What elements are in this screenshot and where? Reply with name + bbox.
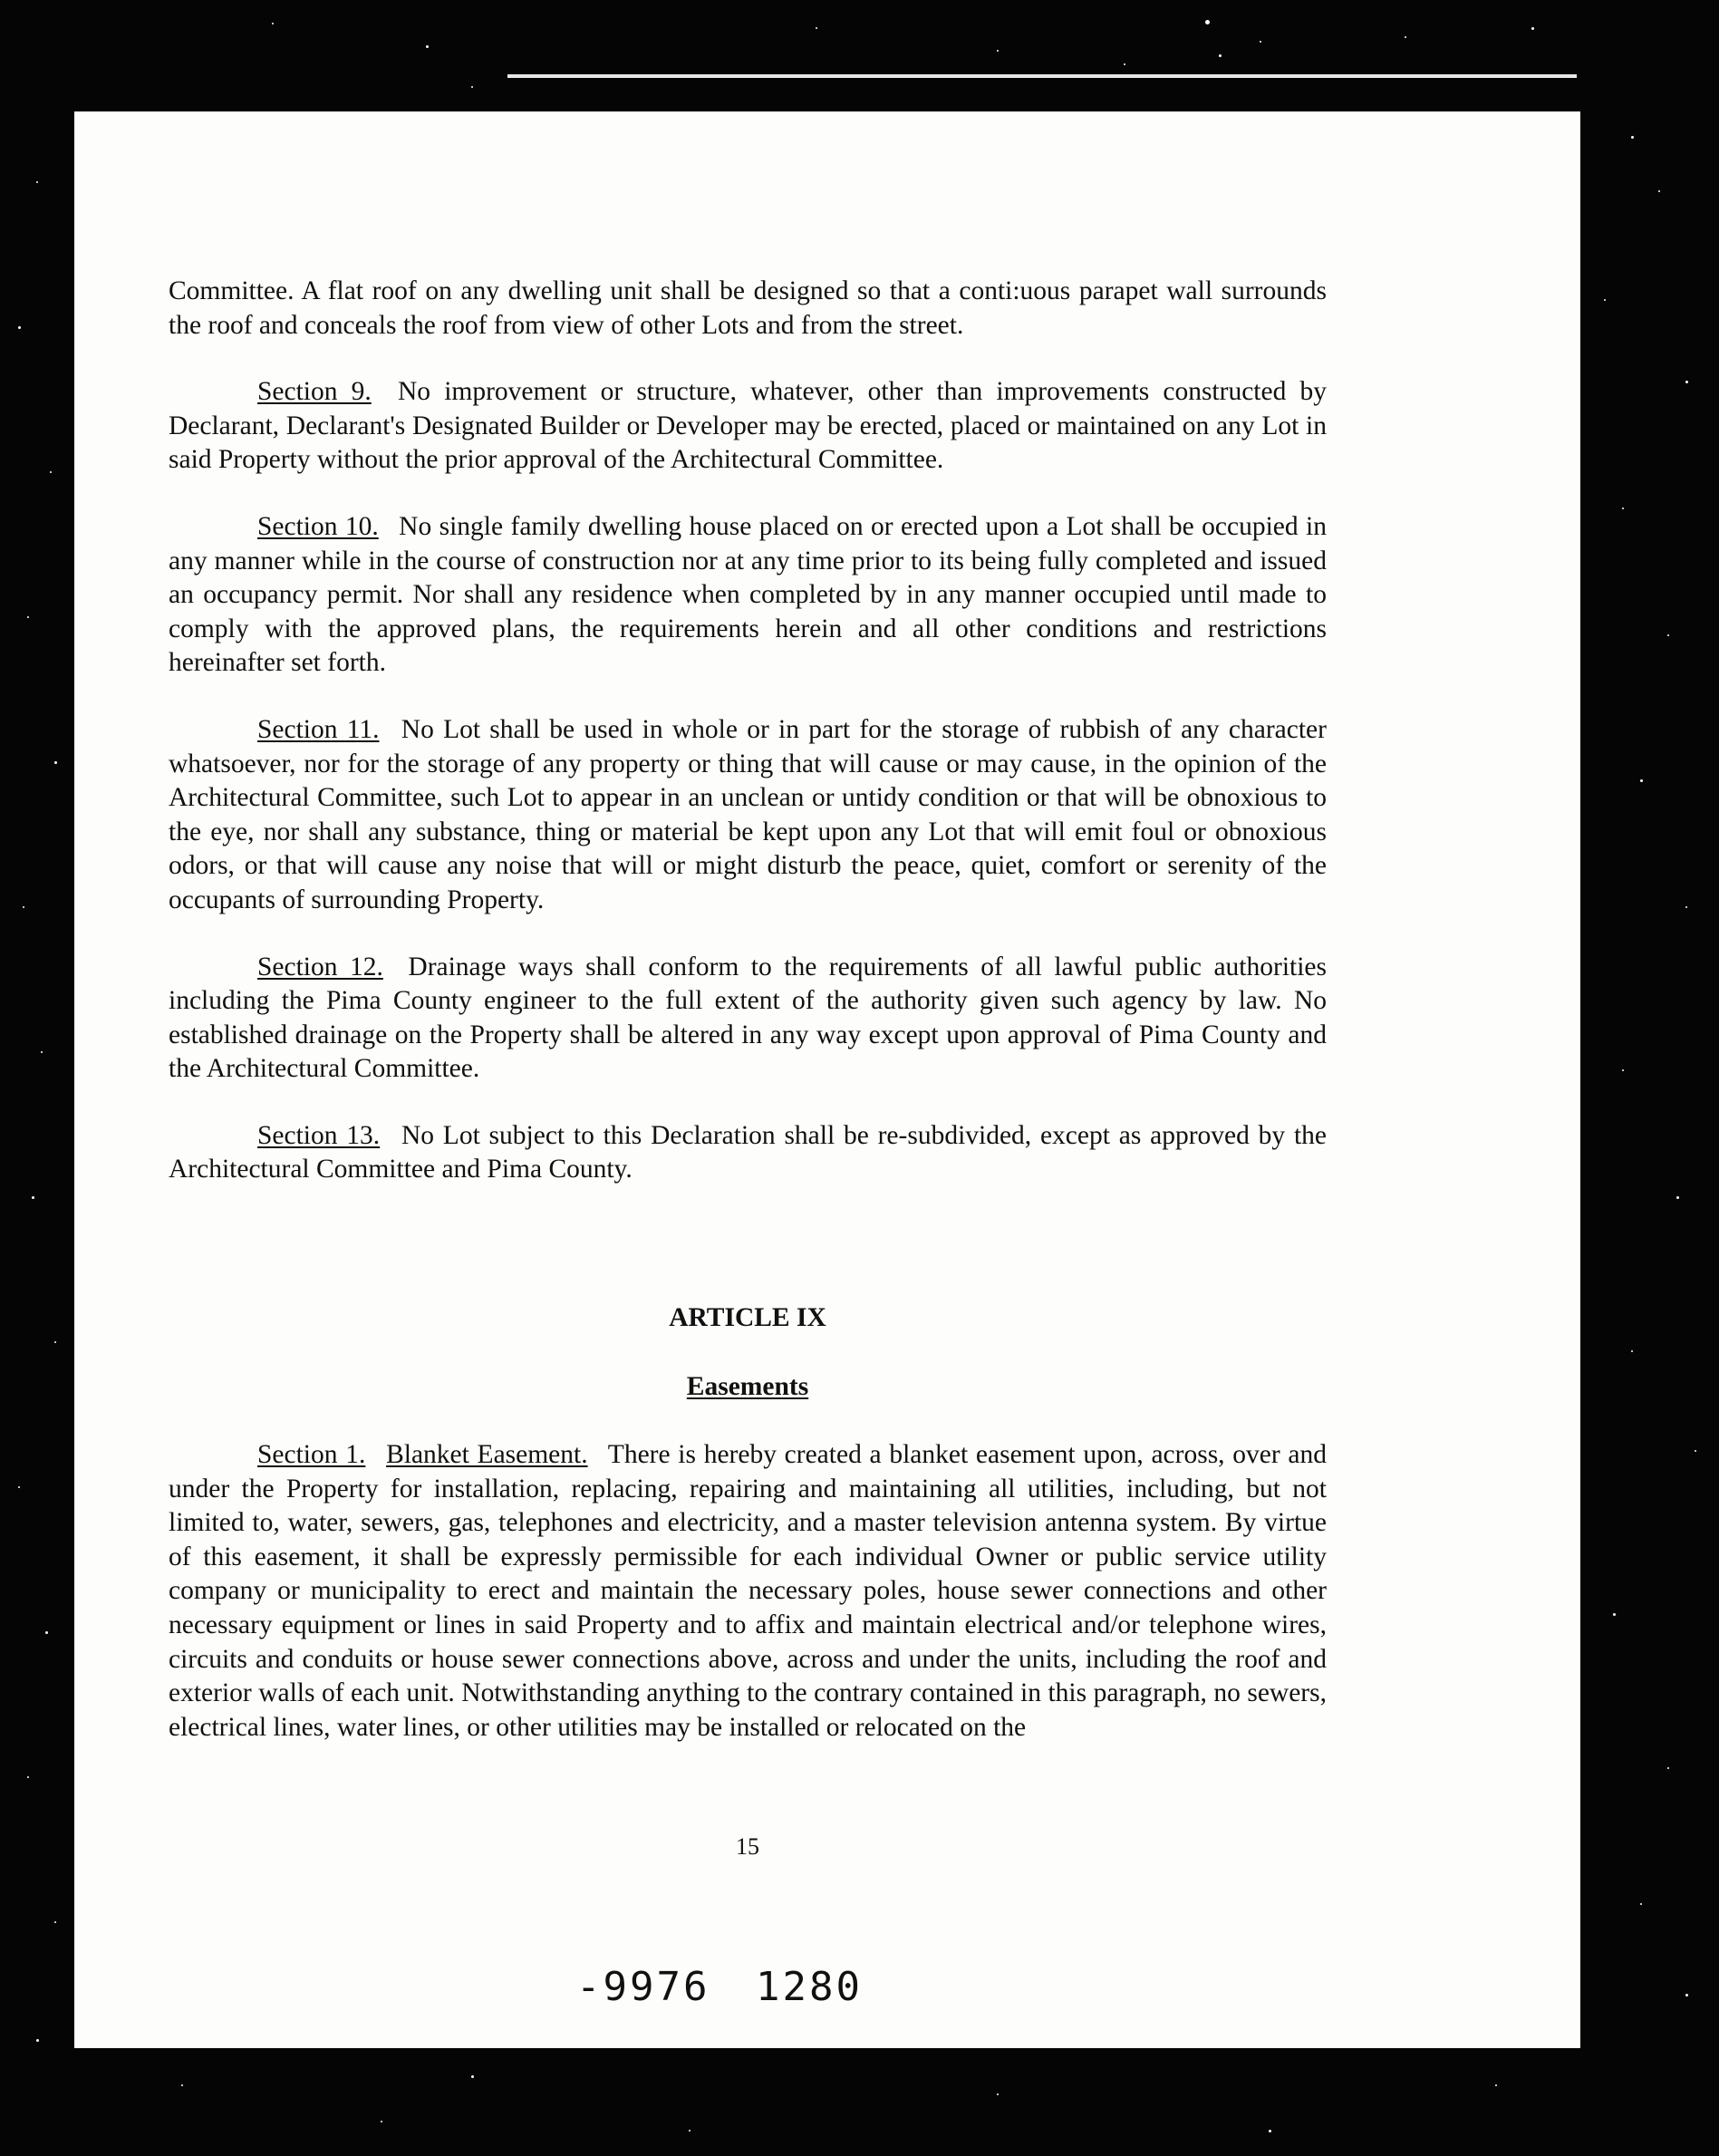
scan-edge-line	[507, 74, 1577, 78]
scan-speck	[1622, 1069, 1624, 1071]
body-text-top	[169, 275, 1327, 1187]
scan-speck	[1685, 906, 1687, 908]
paragraph-text: Drainage ways shall conform to the requirements of all lawful public authorities including the Pima County engineer to the full extent of the authority given such agency by law. No established drainage on the Property shall be altered in any way except upon approval of Pima County and the Architectural Committee.	[169, 952, 1327, 1084]
scan-speck	[1685, 381, 1688, 383]
scan-speck	[1667, 1767, 1669, 1769]
scan-speck	[1640, 1903, 1642, 1905]
scan-speck	[997, 50, 999, 52]
scan-speck	[816, 27, 817, 29]
section-label: Section 10.	[257, 511, 379, 541]
scan-speck	[272, 23, 274, 24]
scan-speck	[1667, 634, 1669, 636]
scan-speck	[1495, 2084, 1497, 2086]
scan-speck	[1205, 20, 1210, 24]
section-9	[169, 375, 1327, 478]
scan-speck	[1260, 41, 1261, 43]
recording-stamp-left: -9976	[576, 1964, 710, 2010]
scan-speck	[32, 1196, 34, 1199]
scan-speck	[27, 616, 29, 618]
section-label: Section 13.	[257, 1120, 381, 1150]
recording-stamp-right: 1280	[756, 1964, 863, 2010]
scan-speck	[1269, 2130, 1271, 2132]
scan-speck	[1658, 190, 1660, 192]
scan-speck	[18, 1486, 20, 1488]
scan-speck	[381, 2121, 382, 2122]
scan-speck	[181, 2084, 183, 2086]
scan-speck	[1676, 1196, 1679, 1199]
scan-speck	[54, 1341, 56, 1343]
paragraph-text: No improvement or structure, whatever, other than improvements constructed by Declarant, Declarant's Designated Builder or Developer may be erected, placed or maintained on any Lot in said Property without the prior approval of the Architectural Committee.	[169, 377, 1328, 475]
scan-speck	[689, 2130, 690, 2132]
paragraph-text: Committee. A flat roof on any dwelling unit shall be designed so that a conti:uous parapet wall surrounds the roof and conceals the roof from view of other Lots and from the street.	[169, 276, 1327, 340]
body-text-bottom	[169, 1438, 1327, 1745]
scan-speck	[471, 86, 473, 88]
paragraph-continuation	[169, 275, 1327, 343]
scan-speck	[41, 1051, 43, 1053]
page-number: 15	[736, 1833, 759, 1860]
section-label: Section 12.	[257, 952, 383, 981]
scan-speck	[50, 471, 52, 473]
section-13	[169, 1119, 1327, 1187]
scan-speck	[1631, 136, 1634, 139]
section-11	[169, 713, 1327, 918]
section-12	[169, 951, 1327, 1087]
scan-speck	[54, 1921, 56, 1923]
scan-speck	[36, 181, 38, 183]
section-1-blanket-easement	[169, 1438, 1327, 1745]
scan-speck	[1640, 779, 1643, 782]
scan-speck	[36, 2039, 39, 2042]
article-subheading: Easements	[686, 1372, 809, 1401]
paragraph-text: No Lot subject to this Declaration shall be re-subdivided, except as approved by the Architectural Committee and Pima County.	[169, 1120, 1327, 1184]
section-label: Section 1.	[257, 1440, 366, 1469]
article-heading: ARTICLE IX	[669, 1303, 826, 1332]
scan-speck	[471, 2075, 474, 2078]
scan-speck	[54, 761, 57, 764]
scan-speck	[1124, 63, 1125, 65]
scan-speck	[23, 906, 24, 908]
scan-speck	[1405, 36, 1406, 38]
scan-speck	[1613, 1613, 1616, 1616]
scan-speck	[1219, 54, 1222, 57]
paragraph-text: No single family dwelling house placed on or erected upon a Lot shall be occupied in any manner while in the course of construction nor at any time prior to its being fully completed and issued an occupancy permit. Nor shall any residence when completed by in any manner occupied until made to comply with the approved plans, the requirements herein and all other conditions and restrictions hereinafter set forth.	[169, 511, 1327, 678]
section-10	[169, 510, 1327, 681]
scan-speck	[1622, 508, 1624, 509]
scan-speck	[27, 1776, 29, 1778]
scan-speck	[45, 1631, 48, 1634]
scan-speck	[1695, 1450, 1696, 1452]
scan-speck	[1604, 299, 1606, 301]
scan-speck	[18, 326, 21, 329]
section-title: Blanket Easement.	[386, 1440, 588, 1469]
paragraph-text: No Lot shall be used in whole or in part for the storage of rubbish of any character whatsoever, nor for the storage of any property or thing that will cause or may cause, in the opinion of the Architectural Committee, such Lot to appear in an unclean or untidy condition or that will be obnoxious to the eye, nor shall any substance, thing or material be kept upon any Lot that will emit foul or obnoxious odors, or that will cause any noise that will or might disturb the peace, quiet, comfort or serenity of the occupants of surrounding Property.	[169, 714, 1327, 914]
scan-speck	[1531, 27, 1534, 30]
scan-speck	[1631, 1350, 1633, 1352]
section-label: Section 11.	[257, 714, 380, 744]
section-label: Section 9.	[257, 377, 372, 407]
paragraph-text: There is hereby created a blanket easement upon, across, over and under the Property for installation, replacing, repairing and maintaining all utilities, including, but not limited to, water, sewers, gas, telephones and electricity, and a master television antenna system. By virtue of this easement, it shall be expressly permissible for each individual Owner or public service utility company or municipality to erect and maintain the necessary poles, house sewer connections and other necessary equipment or lines in said Property and to affix and maintain electrical and/or telephone wires, circuits and conduits or house sewer connections above, across and under the units, including the roof and exterior walls of each unit. Notwithstanding anything to the contrary contained in this paragraph, no sewers, electrical lines, water lines, or other utilities may be installed or relocated on the	[169, 1440, 1328, 1742]
scan-speck	[426, 45, 429, 48]
scan-speck	[1685, 1994, 1688, 1996]
scan-speck	[997, 2093, 999, 2095]
